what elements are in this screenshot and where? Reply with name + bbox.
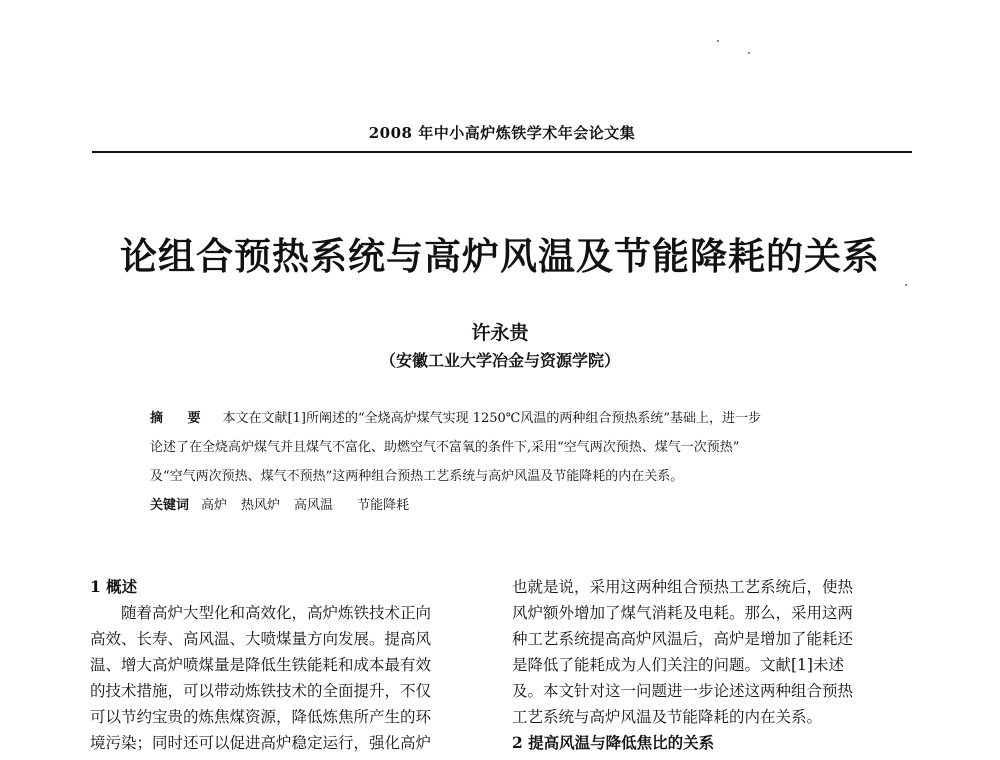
body-line: 随着高炉大型化和高效化，高炉炼铁技术正向 xyxy=(121,604,432,622)
right-column xyxy=(512,574,916,756)
abstract-block xyxy=(150,404,860,520)
body-line: 温、增大高炉喷煤量是降低生铁能耗和成本最有效 xyxy=(90,656,432,674)
abstract-text: 本文在文献[1]所阐述的“全烧高炉煤气实现 1250℃风温的两种组合预热系统”基础上，进一步 xyxy=(222,411,761,426)
scan-speck xyxy=(717,40,719,42)
body-line: 的技术措施，可以带动炼铁技术的全面提升，不仅 xyxy=(90,682,432,700)
abstract-line: 论述了在全烧高炉煤气并且煤气不富化、助燃空气不富氧的条件下,采用“空气两次预热、煤气一次预热” xyxy=(150,440,740,455)
body-line: 可以节约宝贵的炼焦煤资源，降低炼焦所产生的环 xyxy=(90,708,432,726)
body-line: 高效、长寿、高风温、大喷煤量方向发展。提高风 xyxy=(90,630,432,648)
running-header: 2008 年中小高炉炼铁学术年会论文集 xyxy=(368,124,636,142)
abstract-label: 摘 要 xyxy=(150,411,211,426)
section-heading: 2 提高风温与降低焦比的关系 xyxy=(512,733,715,752)
section-heading: 1 概述 xyxy=(90,577,138,596)
author-name: 许永贵 xyxy=(471,322,529,344)
keyword: 热风炉 xyxy=(241,498,281,513)
body-line: 及。本文针对这一问题进一步论述这两种组合预热 xyxy=(512,682,854,700)
body-line: 种工艺系统提高高炉风温后，高炉是增加了能耗还 xyxy=(512,630,854,648)
keyword: 高炉 xyxy=(201,498,228,513)
keyword: 节能降耗 xyxy=(357,498,410,513)
scan-speck xyxy=(905,284,907,286)
author-affiliation: （安徽工业大学冶金与资源学院） xyxy=(379,351,620,370)
keywords-label: 关键词 xyxy=(150,498,190,513)
paper-title: 论组合预热系统与高炉风温及节能降耗的关系 xyxy=(120,234,880,278)
body-line: 境污染；同时还可以促进高炉稳定运行，强化高炉 xyxy=(90,734,432,752)
left-column xyxy=(90,574,494,756)
body-line: 是降低了能耗成为人们关注的问题。文献[1]未述 xyxy=(512,656,844,674)
header-rule xyxy=(92,151,912,153)
body-line: 也就是说，采用这两种组合预热工艺系统后，使热 xyxy=(512,578,854,596)
abstract-line xyxy=(150,404,860,433)
body-line: 风炉额外增加了煤气消耗及电耗。那么，采用这两 xyxy=(512,604,854,622)
scan-speck xyxy=(748,52,750,54)
abstract-line: 及“空气两次预热、煤气不预热”这两种组合预热工艺系统与高炉风温及节能降耗的内在关系。 xyxy=(150,469,684,484)
body-line: 工艺系统与高炉风温及节能降耗的内在关系。 xyxy=(512,708,823,726)
keyword: 高风温 xyxy=(294,498,334,513)
keywords-line xyxy=(150,491,860,520)
